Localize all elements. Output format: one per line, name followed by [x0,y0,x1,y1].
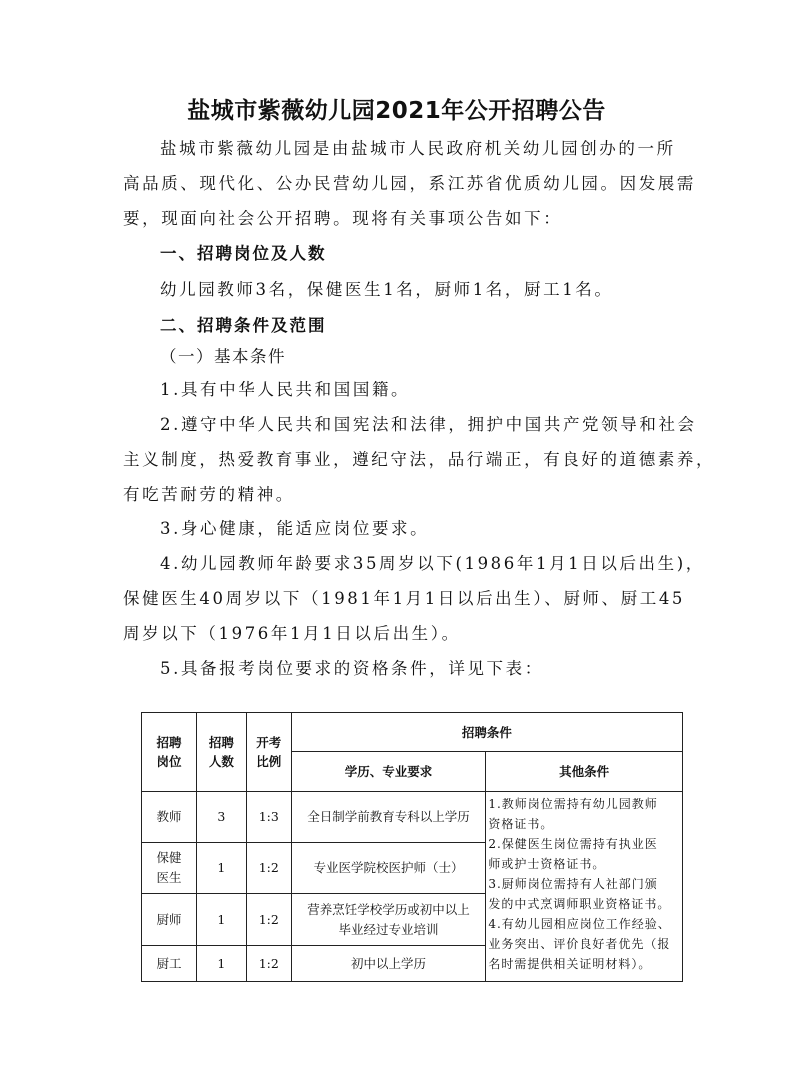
section-heading-positions: 一、招聘岗位及人数 [160,244,327,263]
page-title: 盐城市紫薇幼儿园2021年公开招聘公告 [187,98,606,124]
header-ratio: 开考 比例 [246,713,291,792]
condition-item-4-line-2: 保健医生40周岁以下（1981年1月1日以后出生）、厨师、厨工45 [123,589,686,608]
cell-count: 1 [196,843,246,894]
cell-education: 专业医学院校医护师（士） [291,843,486,894]
cell-position: 厨工 [142,946,197,982]
header-conditions: 招聘条件 [291,713,682,752]
table-row [142,792,683,843]
condition-item-4-line-3: 周岁以下（1976年1月1日以后出生）。 [123,624,461,643]
positions-text: 幼儿园教师3名，保健医生1名，厨师1名，厨工1名。 [160,280,614,299]
header-other: 其他条件 [486,752,683,792]
condition-item-2-line-1: 2.遵守中华人民共和国宪法和法律，拥护中国共产党领导和社会 [160,415,697,434]
header-education: 学历、专业要求 [291,752,486,792]
condition-item-2-line-2: 主义制度，热爱教育事业，遵纪守法，品行端正，有良好的道德素养， [123,450,716,469]
section-heading-conditions: 二、招聘条件及范围 [160,316,327,335]
condition-item-5: 5.具备报考岗位要求的资格条件，详见下表： [160,659,544,678]
subsection-basic-conditions: （一）基本条件 [160,347,286,366]
cell-count: 3 [196,792,246,843]
requirements-table [141,712,683,982]
cell-ratio: 1:2 [246,946,291,982]
cell-position: 厨师 [142,894,197,946]
cell-ratio: 1:2 [246,894,291,946]
header-position: 招聘 岗位 [142,713,197,792]
cell-position: 教师 [142,792,197,843]
cell-count: 1 [196,946,246,982]
intro-line-2: 高品质、现代化、公办民营幼儿园，系江苏省优质幼儿园。因发展需 [123,174,696,193]
cell-education: 初中以上学历 [291,946,486,982]
cell-position: 保健 医生 [142,843,197,894]
intro-line-3: 要，现面向社会公开招聘。现将有关事项公告如下： [123,209,563,228]
condition-item-4-line-1: 4.幼儿园教师年龄要求35周岁以下(1986年1月1日以后出生)， [160,554,705,573]
intro-line-1: 盐城市紫薇幼儿园是由盐城市人民政府机关幼儿园创办的一所 [160,139,676,158]
condition-item-2-line-3: 有吃苦耐劳的精神。 [123,485,295,504]
condition-item-1: 1.具有中华人民共和国国籍。 [160,380,411,399]
cell-count: 1 [196,894,246,946]
cell-education: 营养烹饪学校学历或初中以上 毕业经过专业培训 [291,894,486,946]
cell-education: 全日制学前教育专科以上学历 [291,792,486,843]
cell-other-conditions: 1.教师岗位需持有幼儿园教师 资格证书。 2.保健医生岗位需持有执业医 师或护士资格证书。 3.厨师岗位需持有人社部门颁 发的中式烹调师职业资格证书。 4.有幼儿园相应岗位工作经验、 业务突出、评价良好者优先（报 名时需提供相关证明材料）。 [486,792,683,982]
header-count: 招聘 人数 [196,713,246,792]
condition-item-3: 3.身心健康，能适应岗位要求。 [160,519,430,538]
cell-ratio: 1:2 [246,843,291,894]
cell-ratio: 1:3 [246,792,291,843]
